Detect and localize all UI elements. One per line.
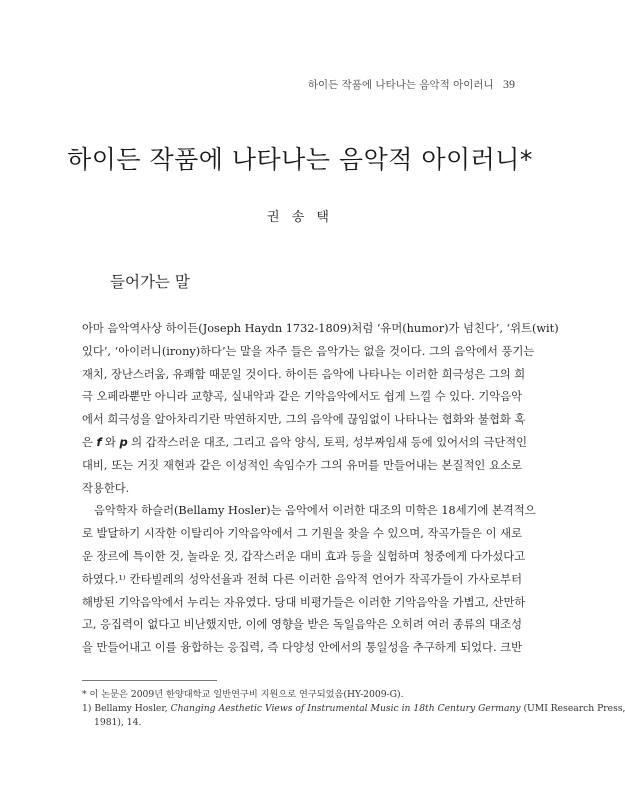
- body-line: 작용한다.: [82, 481, 130, 495]
- running-head-title: 하이든 작품에 나타나는 음악적 아이러니: [307, 79, 494, 91]
- footnote-1-book-title: Changing Aesthetic Views of Instrumental Music in 18th Century Germany: [170, 703, 521, 714]
- body-line: 극 오페라뿐만 아니라 교향곡, 실내악과 같은 기악음악에서도 쉽게 느낄 수 있다. 기악음악: [82, 390, 522, 404]
- article-title: 하이든 작품에 나타나는 음악적 아이러니*: [67, 145, 533, 174]
- body-line: 해방된 기악음악에서 누리는 자유였다. 당대 비평가들은 이러한 기악음악을 가볍고, 산만하: [82, 595, 526, 609]
- page-number: 39: [503, 77, 515, 91]
- body-line: 대비, 또는 거짓 재현과 같은 이성적인 속임수가 그의 유머를 만들어내는 본질적인 요소로: [82, 458, 522, 472]
- body-line: 고, 응집력이 없다고 비난했지만, 이에 영향을 받은 독일음악은 오히려 여러 종류의 대조성: [82, 618, 522, 632]
- body-line: 하였다.¹⁾ 칸타빌레의 성악선율과 전혀 다른 이러한 음악적 언어가 작곡가들이 가사로부터: [82, 572, 522, 586]
- body-line: 로 발달하기 시작한 이탈리아 기악음악에서 그 기원을 찾을 수 있으며, 작곡가들은 이 새로: [82, 527, 522, 541]
- running-head: [308, 77, 515, 92]
- body-line: 에서 희극성을 알아차리기란 막연하지만, 그의 음악에 끊임없이 나타나는 협화와 불협화 혹: [82, 413, 526, 427]
- body-line: 재치, 장난스러움, 유쾌함 때문일 것이다. 하이든 음악에 나타나는 이러한 희극성은 그의 희: [82, 367, 526, 381]
- body-line: 아마 음악역사상 하이든(Joseph Haydn 1732-1809)처럼 ‘유머(humor)가 넘친다’, ‘위트(wit): [82, 322, 559, 335]
- footnote-funding: * 이 논문은 2009년 한양대학교 일반연구비 지원으로 연구되었음(HY-2009-G).: [82, 689, 404, 700]
- footnote-1-continuation: 1981), 14.: [94, 717, 142, 728]
- body-line: 음악학자 하슬러(Bellamy Hosler)는 음악에서 이러한 대조의 미학은 18세기에 본격적으: [94, 504, 536, 518]
- body-line: 있다’, ‘아이러니(irony)하다’는 말을 자주 들은 음악가는 없을 것이다. 그의 음악에서 풍기는: [82, 344, 535, 358]
- footnote-divider: [82, 680, 217, 681]
- body-line: 은 𝙛 와 𝙥 의 갑작스러운 대조, 그리고 음악 양식, 토픽, 성부짜임새 등에 있어서의 극단적인: [82, 435, 528, 449]
- author-name: 권 송 택: [267, 210, 333, 225]
- footnote-1: [82, 702, 625, 716]
- footnote-1-tail: (UMI Research Press,: [520, 703, 625, 714]
- footnote-1-lead: 1) Bellamy Hosler,: [82, 703, 171, 714]
- section-heading: 들어가는 말: [110, 273, 190, 291]
- body-line: 을 만들어내고 이를 융합하는 응집력, 즉 다양성 안에서의 통일성을 추구하게 되었다. 크반: [82, 641, 522, 655]
- footnotes: [82, 688, 625, 730]
- body-line: 운 장르에 특이한 것, 놀라운 것, 갑작스러운 대비 효과 등을 실험하며 청중에게 다가섰다고: [82, 549, 526, 563]
- body-text: [82, 318, 559, 660]
